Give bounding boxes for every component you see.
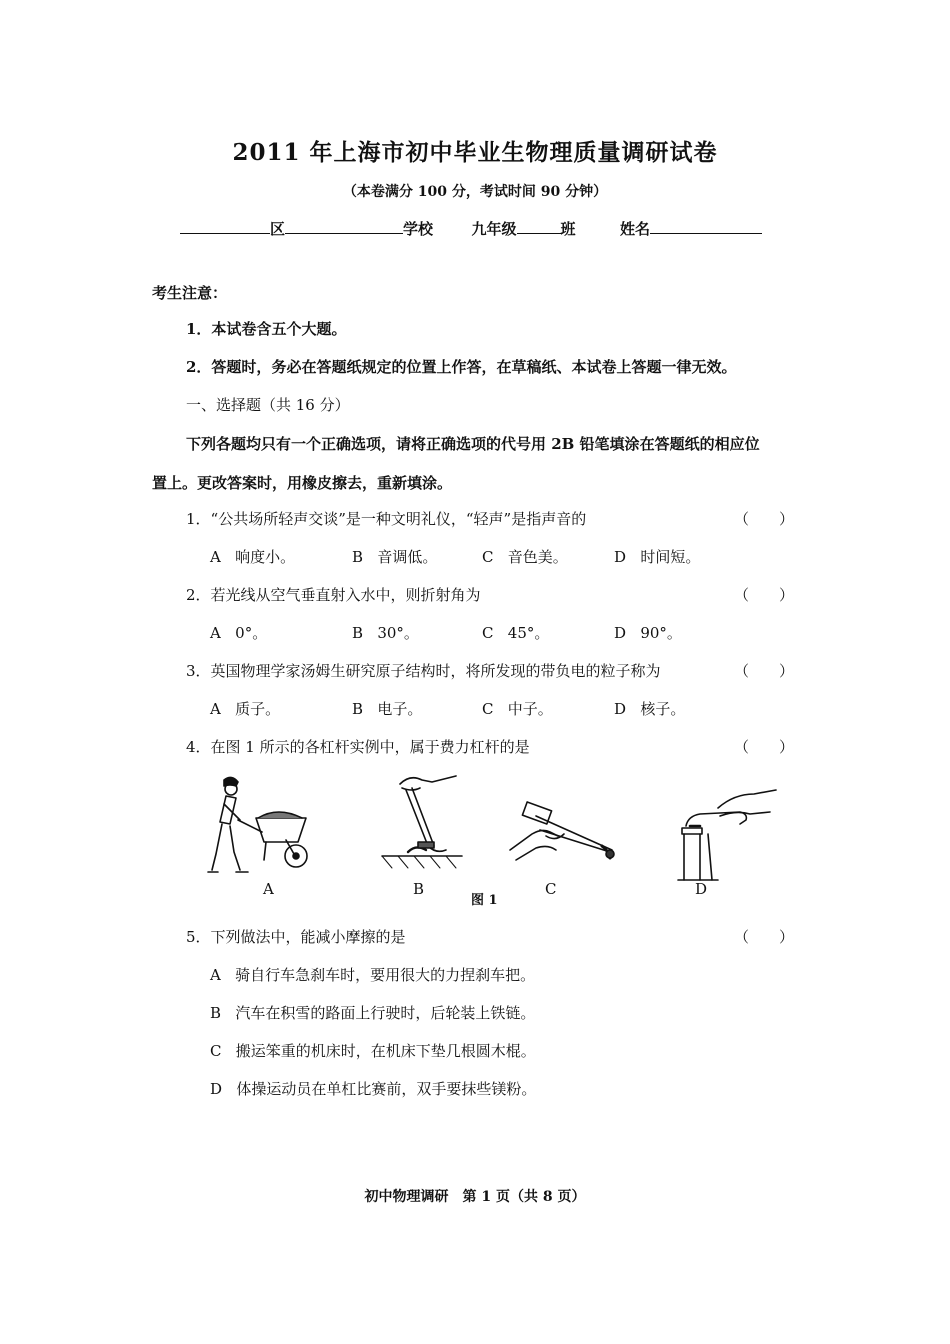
option-key: B <box>210 1004 222 1022</box>
option-key: D <box>210 1080 223 1098</box>
question-stem: 5．下列做法中，能减小摩擦的是 <box>186 928 406 946</box>
option-text: 骑自行车急刹车时，要用很大的力捏刹车把。 <box>235 966 536 984</box>
option-b <box>352 698 422 719</box>
option-text: 时间短。 <box>640 548 701 566</box>
school-label: 学校 <box>403 220 434 238</box>
option-text: 体操运动员在单杠比赛前，双手要抹些镁粉。 <box>236 1080 537 1098</box>
figure-label: D <box>695 880 708 898</box>
option-text: 45°。 <box>507 624 550 642</box>
district-label: 区 <box>270 220 286 238</box>
question-stem: 1．“公共场所轻声交谈”是一种文明礼仪，“轻声”是指声音的 <box>186 510 587 528</box>
crowbar-figure <box>378 774 468 880</box>
option-key: A <box>210 548 221 566</box>
option-text: 汽车在积雪的路面上行驶时，后轮装上铁链。 <box>235 1004 536 1022</box>
option-key: A <box>210 624 221 642</box>
page-subtitle: （本卷满分 100 分，考试时间 90 分钟） <box>342 184 608 200</box>
figure-label: A <box>263 880 274 898</box>
name-blank[interactable] <box>650 219 762 234</box>
option-c <box>482 622 549 643</box>
answer-bracket[interactable]: （ ） <box>734 510 795 528</box>
grade-label: 九年级 <box>471 220 517 238</box>
option-key: A <box>210 966 221 984</box>
option-c <box>210 1040 536 1061</box>
option-text: 90°。 <box>640 624 682 642</box>
option-key: C <box>210 1042 222 1060</box>
figure-label: C <box>545 880 557 898</box>
bottle-opener-figure <box>668 786 778 882</box>
notice-item: 2．答题时，务必在答题纸规定的位置上作答，在草稿纸、本试卷上答题一律无效。 <box>186 358 737 376</box>
option-b <box>352 546 437 567</box>
info-line <box>180 218 762 239</box>
option-c <box>482 546 568 567</box>
option-key: B <box>352 624 364 642</box>
answer-bracket[interactable]: （ ） <box>734 928 795 946</box>
option-text: 核子。 <box>640 700 686 718</box>
option-key: D <box>614 700 627 718</box>
page-footer: 初中物理调研 第 1 页（共 8 页） <box>364 1189 586 1205</box>
option-b <box>352 622 419 643</box>
option-key: A <box>210 700 221 718</box>
option-b <box>210 1002 535 1023</box>
option-key: C <box>482 624 494 642</box>
option-d <box>210 1078 536 1099</box>
question-stem: 3．英国物理学家汤姆生研究原子结构时，将所发现的带负电的粒子称为 <box>186 662 661 680</box>
option-a <box>210 622 267 643</box>
option-text: 响度小。 <box>235 548 296 566</box>
option-text: 0°。 <box>235 624 268 642</box>
section-instruction: 下列各题均只有一个正确选项，请将正确选项的代号用 2B 铅笔填涂在答题纸的相应位 <box>186 435 760 453</box>
option-text: 电子。 <box>377 700 423 718</box>
figure-caption: 图 1 <box>471 893 498 908</box>
district-blank[interactable] <box>180 219 270 234</box>
option-text: 搬运笨重的机床时，在机床下垫几根圆木棍。 <box>235 1042 536 1060</box>
option-key: B <box>352 700 364 718</box>
option-d <box>614 546 700 567</box>
wheelbarrow-figure <box>200 774 320 880</box>
notice-heading: 考生注意： <box>152 284 228 302</box>
option-a <box>210 546 295 567</box>
answer-bracket[interactable]: （ ） <box>734 662 795 680</box>
option-key: C <box>482 548 494 566</box>
question-stem: 2．若光线从空气垂直射入水中，则折射角为 <box>186 586 481 604</box>
question-stem: 4．在图 1 所示的各杠杆实例中，属于费力杠杆的是 <box>186 738 530 756</box>
option-d <box>614 622 682 643</box>
answer-bracket[interactable]: （ ） <box>734 738 795 756</box>
option-key: D <box>614 624 627 642</box>
name-label: 姓名 <box>620 220 651 238</box>
option-key: C <box>482 700 494 718</box>
page-title: 2011 年上海市初中毕业生物理质量调研试卷 <box>232 139 718 166</box>
option-text: 音调低。 <box>377 548 438 566</box>
figure-label: B <box>413 880 425 898</box>
class-blank[interactable] <box>517 219 561 234</box>
class-label: 班 <box>560 220 576 238</box>
option-key: D <box>614 548 627 566</box>
option-a <box>210 698 280 719</box>
option-a <box>210 964 535 985</box>
option-text: 30°。 <box>377 624 419 642</box>
option-text: 中子。 <box>507 700 553 718</box>
section-instruction: 置上。更改答案时，用橡皮擦去，重新填涂。 <box>152 474 453 492</box>
school-blank[interactable] <box>285 219 403 234</box>
tongs-figure <box>506 790 626 870</box>
answer-bracket[interactable]: （ ） <box>734 586 795 604</box>
option-text: 质子。 <box>235 700 281 718</box>
section-title: 一、选择题（共 16 分） <box>186 396 350 414</box>
option-key: B <box>352 548 364 566</box>
option-c <box>482 698 553 719</box>
option-text: 音色美。 <box>507 548 568 566</box>
option-d <box>614 698 685 719</box>
notice-item: 1．本试卷含五个大题。 <box>186 320 347 338</box>
